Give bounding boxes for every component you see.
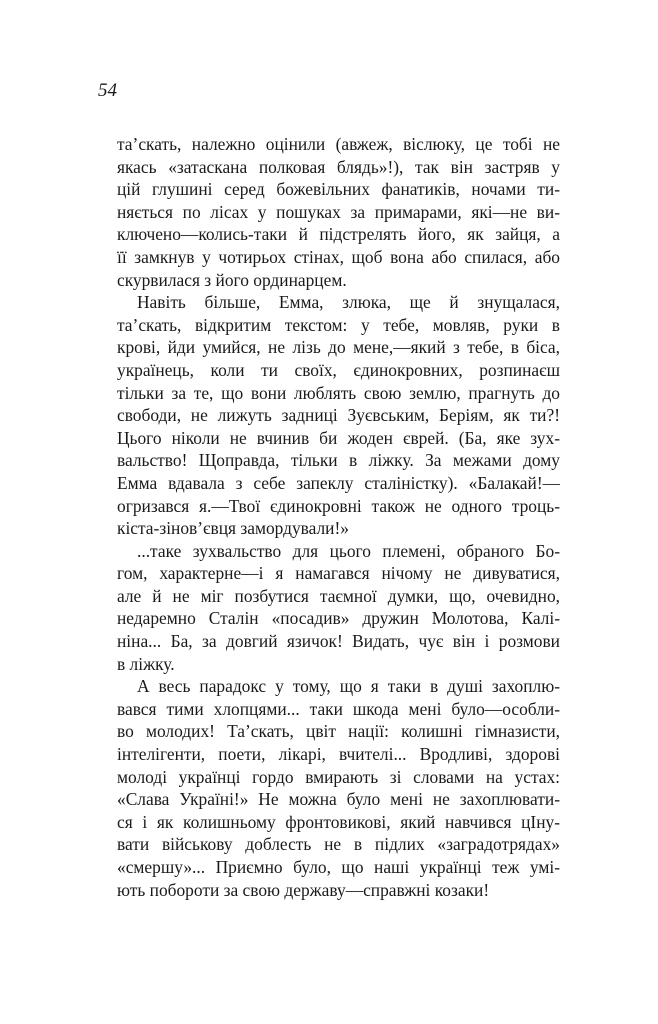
text-line: свободи, не лижуть задниці Зуєвським, Беріям, як ти?! [117,405,560,426]
text-line: ють побороти за свою державу—справжні козаки! [117,879,490,900]
text-line: молоді українці гордо вмирають зі словами на устах: [117,766,560,787]
text-line: гом, характерне—і я намагався нічому не дивуватися, [117,563,560,584]
text-line: «смершу»... Приємно було, що наші українці теж умі- [117,857,560,877]
text-line: скурвилася з його ординарцем. [117,269,347,290]
text-line: вався тими хлопцями... таки шкода мені було—особли- [117,698,560,719]
text-line: в ліжку. [117,653,175,674]
text-line: ся і як колишньому фронтовикові, який навчився цІну- [117,811,560,832]
text-line: ніна... Ба, за довгий язичок! Видать, чує він і розмови [117,631,560,652]
paragraph [117,133,560,291]
text-line: цій глушині серед божевільних фанатиків, ночами ти- [117,179,560,200]
text-line: та’скать, належно оцінили (авжеж, віслюку, це тобі не [117,134,560,154]
text-line: інтелігенти, поети, лікарі, вчителі... Вродливі, здорові [117,744,560,765]
text-line: вати військову доблесть не в підлих «заградотрядах» [117,834,560,855]
text-line: А весь парадокс у тому, що я таки в душі захоплю- [137,676,560,697]
text-line: але й не міг позбутися таємної думки, що, очевидно, [117,585,560,606]
text-line: огризався я.—Твої єдинокровні також не одного троць- [117,495,560,516]
text-line: українець, коли ти своїх, єдинокровних, розпинаєш [117,359,560,380]
text-line: її замкнув у чотирьох стінах, щоб вона або спилася, або [117,246,560,267]
text-line: ...таке зухвальство для цього племені, обраного Бо- [137,540,560,561]
text-line: тільки за те, що вони люблять свою землю, прагнуть до [117,382,560,403]
page-number: 54 [98,80,117,101]
text-line: крові, йди умийся, не лізь до мене,—який з тебе, в біса, [117,337,560,358]
text-line: Навіть більше, Емма, злюка, ще й знущалася, [137,292,560,313]
body-text [117,133,560,901]
text-line: няється по лісах у пошуках за примарами, які—не ви- [117,201,560,222]
text-line: вальство! Щоправда, тільки в ліжку. За межами дому [117,450,560,471]
text-line: Емма вдавала з себе запеклу сталіністку). «Балакай!— [117,472,560,493]
text-line: во молодих! Та’скать, цвіт нації: колишні гімназисти, [117,721,560,742]
text-line: недаремно Сталін «посадив» дружин Молотова, Калі- [117,608,560,629]
paragraph [117,675,560,901]
paragraph [117,540,560,676]
text-line: «Слава Україні!» Не можна було мені не захоплювати- [117,789,560,810]
text-line: якась «затаскана полковая блядь»!), так він застряв у [117,156,560,177]
text-line: Цього ніколи не вчинив би жоден єврей. (Ба, яке зух- [117,427,560,448]
text-line: ключено—колись-таки й підстрелять його, як зайця, а [117,224,560,245]
text-line: кіста-зінов’євця замордували!» [117,518,349,539]
text-line: та’скать, відкритим текстом: у тебе, мовляв, руки в [117,314,560,335]
paragraph [117,291,560,540]
